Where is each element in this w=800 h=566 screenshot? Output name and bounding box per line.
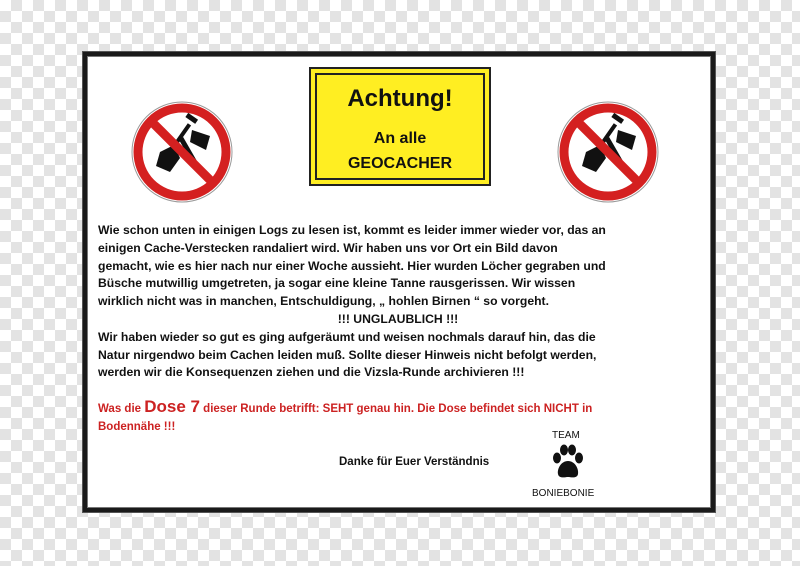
body-line: Wie schon unten in einigen Logs zu lesen ist, kommt es leider immer wieder vor, das an: [98, 223, 606, 237]
dose-warning-suffix: dieser Runde betrifft: SEHT genau hin. Die Dose befindet sich NICHT in: [199, 403, 593, 415]
team-name: BONIEBONIE: [532, 488, 595, 499]
warning-sign: [309, 67, 491, 186]
warning-sign-subtitle: An alle: [373, 130, 427, 147]
dose-warning-dose: Dose 7: [144, 397, 200, 416]
thanks-text: Danke für Euer Verständnis: [339, 456, 490, 468]
body-line: einigen Cache-Verstecken randaliert wird. Wir haben uns vor Ort ein Bild davon: [98, 240, 558, 255]
dose-warning-prefix: Was die: [98, 403, 145, 415]
body-line: Büsche mutwillig umgetreten, ja sogar eine kleine Tanne rausgerissen. Wir wissen: [98, 276, 576, 291]
warning-sign-title: Achtung!: [347, 85, 453, 112]
notice-body: [98, 222, 698, 382]
body-exclamation: !!! UNGLAUBLICH !!!: [337, 311, 459, 326]
body-line: werden wir die Konsequenzen ziehen und die Vizsla-Runde archivieren !!!: [98, 365, 525, 380]
body-line: Natur nirgendwo beim Cachen leiden muß. Sollte dieser Hinweis nicht befolgt werden,: [98, 347, 597, 362]
paw-icon: [551, 443, 585, 481]
dose-warning: [98, 398, 698, 436]
warning-sign-audience: GEOCACHER: [347, 155, 452, 172]
body-line: gemacht, wie es hier nach nur einer Woche aussieht. Hier wurden Löcher gegraben und: [98, 258, 606, 273]
body-line: wirklich nicht was in manchen, Entschuldigung, „ hohlen Birnen “ so vorgeht.: [98, 294, 549, 309]
body-line: Wir haben wieder so gut es ging aufgeräumt und weisen nochmals darauf hin, das die: [98, 329, 596, 344]
team-label: TEAM: [552, 430, 580, 441]
dose-warning-line2: Bodennähe !!!: [98, 421, 176, 433]
no-digging-sign-icon: [130, 100, 234, 204]
no-digging-sign-icon: [556, 100, 660, 204]
